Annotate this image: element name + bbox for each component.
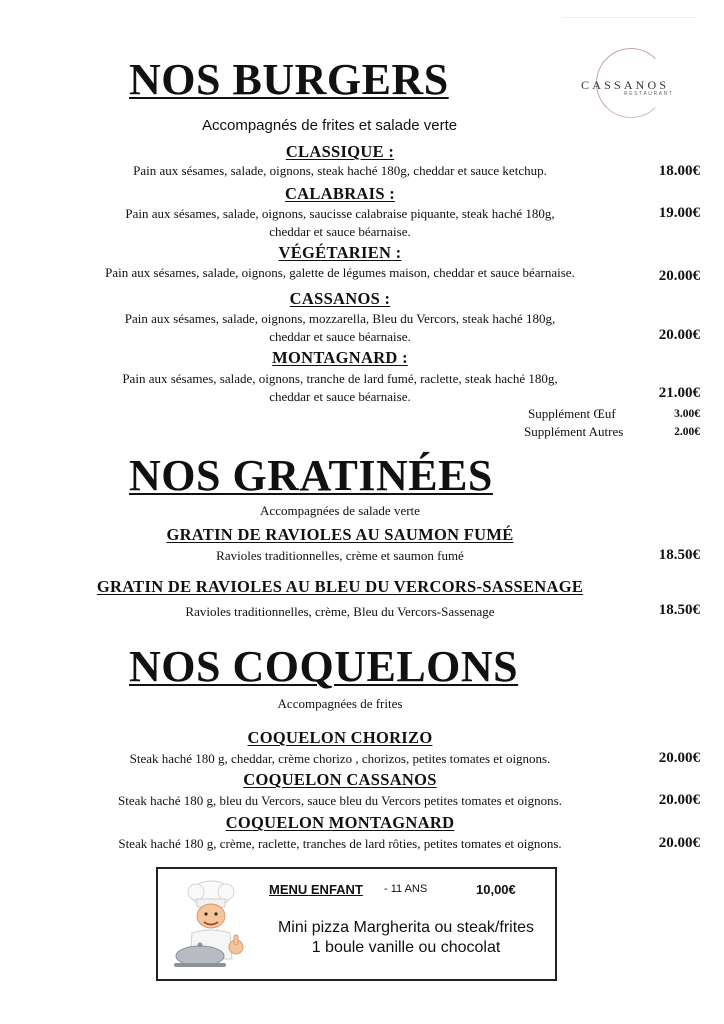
kids-menu-title: MENU ENFANT: [269, 882, 363, 897]
dish-vegetarien: [60, 243, 620, 263]
dish-name: MONTAGNARD :: [272, 348, 408, 367]
supplement-label: Supplément Autres: [524, 424, 624, 439]
chef-icon: [166, 877, 256, 973]
brand-name: CASSANOS: [581, 78, 670, 92]
dish-name: CLASSIQUE :: [285, 142, 395, 161]
dish-montagnard: [60, 348, 620, 368]
dish-desc-line1: Pain aux sésames, salade, oignons, mozzarella, Bleu du Vercors, steak haché 180g,: [124, 311, 556, 326]
dish-price: 20.00€: [658, 835, 700, 851]
kids-menu-line2: 1 boule vanille ou chocolat: [311, 939, 501, 956]
dish-name: CALABRAIS :: [284, 184, 396, 203]
dish-gratin-bleu: [20, 577, 660, 597]
section-title-coquelons: NOS COQUELONS: [129, 642, 519, 691]
dish-price: 19.00€: [658, 205, 700, 221]
dish-name: COQUELON MONTAGNARD: [225, 813, 455, 832]
burgers-subtitle: Accompagnés de frites et salade verte: [202, 117, 458, 134]
section-title-burgers: NOS BURGERS: [129, 55, 449, 104]
kids-menu-price: 10,00€: [476, 882, 516, 897]
dish-desc: Ravioles traditionnelles, crème et saumon fumé: [216, 548, 464, 563]
supplement-price: 3.00€: [674, 408, 700, 420]
dish-desc: Steak haché 180 g, bleu du Vercors, sauce bleu du Vercors petites tomates et oignons.: [118, 793, 562, 808]
dish-desc: Pain aux sésames, salade, oignons, galette de légumes maison, cheddar et sauce béarnaise.: [105, 265, 575, 280]
dish-name: GRATIN DE RAVIOLES AU SAUMON FUMÉ: [166, 525, 514, 544]
top-rule: [563, 17, 697, 18]
dish-price: 21.00€: [658, 385, 700, 401]
dish-cassanos: [60, 289, 620, 309]
dish-price: 18.50€: [658, 547, 700, 563]
kids-menu-age: - 11 ANS: [384, 883, 428, 895]
dish-desc-line1: Pain aux sésames, salade, oignons, tranche de lard fumé, raclette, steak haché 180g,: [122, 371, 558, 386]
dish-gratin-saumon: [40, 525, 640, 545]
dish-price: 20.00€: [658, 792, 700, 808]
dish-price: 20.00€: [658, 327, 700, 343]
dish-desc: Ravioles traditionnelles, crème, Bleu du Vercors-Sassenage: [185, 604, 495, 619]
dish-price: 18.00€: [658, 163, 700, 179]
dish-desc-line1: Pain aux sésames, salade, oignons, saucisse calabraise piquante, steak haché 180g,: [125, 206, 555, 221]
dish-coquelon-chorizo: [40, 728, 640, 748]
dish-desc: Steak haché 180 g, crème, raclette, tranches de lard rôties, petites tomates et oignons.: [118, 836, 562, 851]
dish-desc-line2: cheddar et sauce béarnaise.: [269, 329, 411, 344]
supplement-label: Supplément Œuf: [528, 406, 616, 421]
dish-name: CASSANOS :: [289, 289, 391, 308]
dish-calabrais: [60, 184, 620, 204]
coquelons-subtitle: Accompagnées de frites: [277, 696, 403, 711]
section-title-gratinees: NOS GRATINÉES: [129, 451, 493, 500]
brand-logo: [578, 48, 688, 118]
supplement-price: 2.00€: [674, 426, 700, 438]
dish-name: GRATIN DE RAVIOLES AU BLEU DU VERCORS-SASSENAGE: [96, 577, 584, 596]
kids-menu-line1: Mini pizza Margherita ou steak/frites: [277, 919, 535, 936]
dish-name: COQUELON CHORIZO: [247, 728, 433, 747]
dish-classique: [60, 142, 620, 162]
dish-coquelon-montagnard: [40, 813, 640, 833]
dish-desc: Steak haché 180 g, cheddar, crème chorizo , chorizos, petites tomates et oignons.: [129, 751, 551, 766]
brand-tagline: RESTAURANT: [624, 91, 674, 97]
dish-desc: Pain aux sésames, salade, oignons, steak haché 180g, cheddar et sauce ketchup.: [133, 163, 547, 178]
dish-price: 20.00€: [658, 268, 700, 284]
dish-desc-line2: cheddar et sauce béarnaise.: [269, 224, 411, 239]
dish-price: 18.50€: [658, 602, 700, 618]
dish-price: 20.00€: [658, 750, 700, 766]
dish-name: VÉGÉTARIEN :: [278, 243, 402, 262]
dish-desc-line2: cheddar et sauce béarnaise.: [269, 389, 411, 404]
dish-name: COQUELON CASSANOS: [243, 770, 437, 789]
kids-menu-box: [156, 867, 557, 981]
dish-coquelon-cassanos: [40, 770, 640, 790]
gratinees-subtitle: Accompagnées de salade verte: [260, 503, 420, 518]
